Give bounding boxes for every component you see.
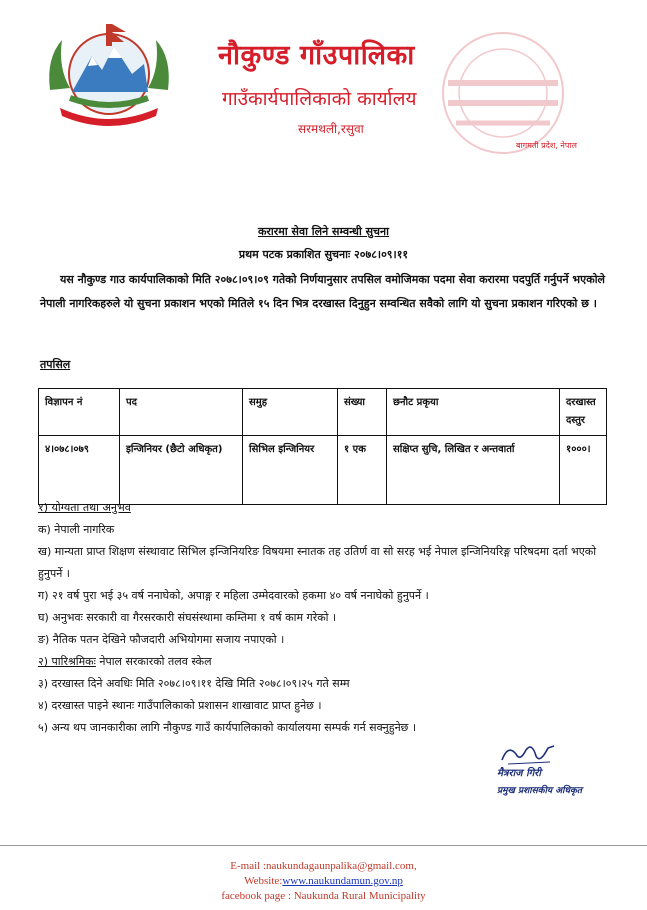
cell-ad-no: ४।०७८।०७९: [39, 436, 120, 505]
office-name: गाउँकार्यपालिकाको कार्यालय: [222, 88, 417, 110]
requirements-section: [38, 497, 608, 739]
seal-watermark: [408, 28, 598, 158]
notice-subtitle: प्रथम पटक प्रकाशित सुचनाः २०७८।०९।११: [238, 248, 409, 261]
requirement-item: क) नेपाली नागरिक: [38, 523, 115, 536]
contact-line: ५) अन्य थप जानकारीका लागि नौकुण्ड गाउँ कार्यपालिकाको कार्यालयमा सम्पर्क गर्न सक्नुहुनेछ ।: [38, 721, 417, 734]
salary-line: [38, 651, 608, 673]
footer-email-line: [0, 860, 647, 872]
organization-name: नौकुण्ड गाँउपालिका: [218, 40, 415, 71]
salary-text: नेपाल सरकारको तलव स्केल: [95, 655, 212, 668]
cell-fee: १०००।: [560, 436, 607, 505]
email-address[interactable]: naukundagaunpalika@gmail.com: [266, 860, 414, 872]
signatory-title: प्रमुख प्रशासकीय अधिकृत: [497, 786, 583, 796]
footer-website-line: [0, 875, 647, 887]
requirement-item: घ) अनुभवः सरकारी वा गैरसरकारी संघसंस्थामा कम्तिमा १ वर्ष काम गरेको ।: [38, 611, 337, 624]
email-suffix: ,: [413, 860, 417, 872]
vacancy-table: [38, 388, 607, 505]
col-header-count: संख्या: [338, 389, 387, 436]
cell-post: इन्जिनियर (छैटो अधिकृत): [120, 436, 243, 505]
cell-count: १ एक: [338, 436, 387, 505]
footer-facebook: facebook page : Naukunda Rural Municipality: [221, 890, 426, 902]
office-address: सरमथली,रसुवा: [298, 122, 364, 136]
table-header-row: [39, 389, 607, 436]
footer-divider: [0, 845, 647, 846]
collection-line: ४) दरखास्त पाइने स्थानः गाउँपालिकाको प्रशासन शाखावाट प्राप्त हुनेछ ।: [38, 699, 322, 712]
col-header-group: समुह: [243, 389, 338, 436]
requirement-item: ङ) नैतिक पतन देखिने फौजदारी अभियोगमा सजाय नपाएको ।: [38, 633, 285, 646]
cell-group: सिभिल इन्जिनियर: [243, 436, 338, 505]
deadline-line: ३) दरखास्त दिने अवधिः मिति २०७८।०९।११ देखि मिति २०७८।०९।२५ गते सम्म: [38, 677, 350, 690]
nepal-emblem-icon: [40, 18, 178, 128]
requirement-item: ग) २१ वर्ष पुरा भई ३५ वर्ष ननाघेको, अपाङ्ग र महिला उम्मेदवारको हकमा ४० वर्ष ननाघेको हुनुपर्ने ।: [38, 589, 429, 602]
province-label: बागमती प्रदेश, नेपाल: [516, 141, 577, 150]
col-header-ad-no: विज्ञापन नं: [39, 389, 120, 436]
details-heading: तपसिल: [40, 358, 71, 371]
cell-selection: सक्षिप्त सुचि, लिखित र अन्तवार्ता: [387, 436, 560, 505]
salary-label: २) पारिश्रमिकः: [38, 655, 96, 668]
signature-scribble: [498, 740, 558, 768]
website-label: Website:: [244, 875, 283, 887]
table-row: [39, 436, 607, 505]
email-label: E-mail :: [230, 860, 267, 872]
website-link[interactable]: www.naukundamun.gov.np: [282, 875, 403, 887]
col-header-selection: छनौट प्रकृया: [387, 389, 560, 436]
signatory-name: मैत्रराज गिरी: [497, 768, 541, 779]
requirement-item: ख) मान्यता प्राप्त शिक्षण संस्थावाट सिभिल इन्जिनियरिङ विषयमा स्नातक तह उतिर्ण वा सो सरह भई नेपाल इन्जिनियरिङ्ग परिषदमा दर्ता भएको हुनुपर्ने ।: [38, 545, 597, 580]
notice-intro: यस नौकुण्ड गाउ कार्यपालिकाको मिति २०७८।०९।०९ गतेको निर्णयानुसार तपसिल वमोजिमका पदमा सेवा करारमा पदपुर्ति गर्नुपर्ने भएकोले नेपाली नागरिकहरुले यो सुचना प्रकाशन भएको मितिले १५ दिन भित्र दरखास्त दिनुहुन सम्वन्धित सवैको लागि यो सुचना प्रकाशन गरिएको छ ।: [40, 273, 605, 310]
qualification-heading: १) योग्यता तथा अनुभव: [38, 501, 131, 514]
col-header-fee: दरखास्त दस्तुर: [560, 389, 607, 436]
notice-title: करारमा सेवा लिने सम्वन्धी सुचना: [257, 225, 389, 238]
col-header-post: पद: [120, 389, 243, 436]
